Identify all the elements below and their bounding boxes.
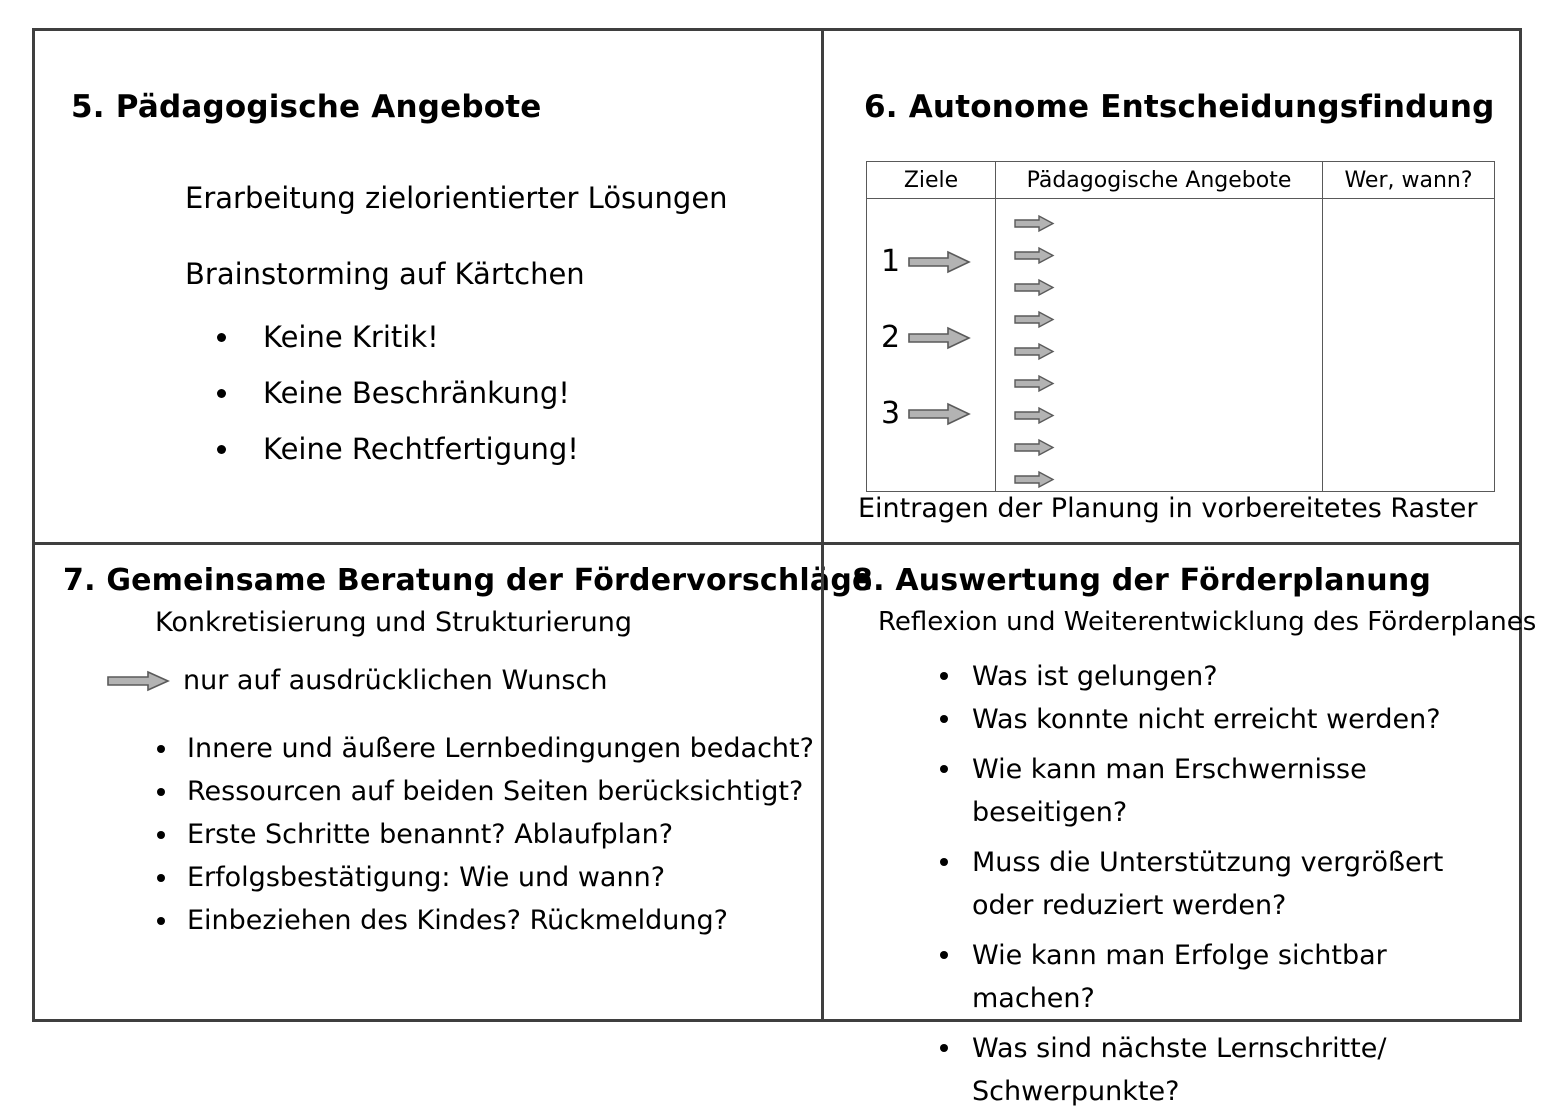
panel8-subtitle: Reflexion und Weiterentwicklung des Förderplanes: [878, 607, 1537, 637]
block-arrow-icon: [1014, 439, 1054, 460]
panel-auswertung-foerderplanung: [821, 542, 1537, 1107]
panel7-bullet-list: [143, 727, 814, 942]
goal-entry: [881, 396, 970, 431]
block-arrow-icon: [1014, 279, 1054, 300]
panel-autonome-entscheidungsfindung: [821, 31, 1519, 542]
bullet-point-icon: [940, 765, 948, 773]
list-item: [143, 813, 814, 856]
panel5-bullet-list: [185, 309, 579, 477]
goal-entry: [881, 244, 970, 279]
list-item: [924, 841, 1504, 927]
bullet-point-icon: [157, 831, 165, 839]
block-arrow-icon: [1014, 375, 1054, 396]
table-header-row: [867, 162, 1495, 199]
panel5-heading: 5. Pädagogische Angebote: [71, 89, 542, 125]
bullet-point-icon: [217, 445, 226, 454]
bullet-point-icon: [940, 672, 948, 680]
list-item: [185, 309, 579, 365]
planning-grid-table: [866, 161, 1495, 492]
block-arrow-icon: [1014, 247, 1054, 268]
panel8-heading: 8. Auswertung der Förderplanung: [852, 563, 1432, 598]
panel6-heading: 6. Autonome Entscheidungsfindung: [864, 89, 1495, 125]
goal-number: 1: [881, 244, 901, 279]
panel5-line-2: Brainstorming auf Kärtchen: [185, 257, 585, 291]
cell-wer-wann[interactable]: [1323, 199, 1495, 492]
table-body-row: [867, 199, 1495, 492]
list-item-label: Was ist gelungen?: [972, 661, 1218, 692]
panel8-bullet-list: [924, 655, 1504, 1120]
list-item: [143, 770, 814, 813]
panel-pedagogische-angebote: [35, 31, 821, 542]
list-item: [924, 748, 1504, 834]
slide-frame: [32, 28, 1537, 1107]
list-item-label: Keine Beschränkung!: [263, 376, 570, 410]
list-item-label: Erste Schritte benannt? Ablaufplan?: [187, 819, 674, 850]
list-item: [924, 698, 1504, 741]
panel6-caption: Eintragen der Planung in vorbereitetes Raster: [858, 493, 1478, 524]
bullet-point-icon: [217, 333, 226, 342]
list-item-label: Innere und äußere Lernbedingungen bedacht?: [187, 733, 814, 764]
goal-number: 3: [881, 396, 901, 431]
goal-entry: [881, 320, 970, 355]
list-item: [924, 934, 1504, 1020]
block-arrow-icon: [1014, 311, 1054, 332]
cell-ziele[interactable]: [867, 199, 996, 492]
block-arrow-icon: [908, 250, 970, 274]
block-arrow-icon: [1014, 407, 1054, 428]
list-item: [143, 727, 814, 770]
list-item-label: Wie kann man Erschwernisse beseitigen?: [972, 754, 1367, 828]
bullet-point-icon: [940, 858, 948, 866]
block-arrow-icon: [1014, 215, 1054, 236]
column-header-ziele: Ziele: [867, 162, 996, 199]
bullet-point-icon: [940, 715, 948, 723]
list-item-label: Einbeziehen des Kindes? Rückmeldung?: [187, 905, 728, 936]
bullet-point-icon: [157, 745, 165, 753]
list-item-label: Keine Kritik!: [263, 320, 439, 354]
block-arrow-icon: [1014, 471, 1054, 492]
bullet-point-icon: [157, 874, 165, 882]
list-item-label: Ressourcen auf beiden Seiten berücksichtigt?: [187, 776, 804, 807]
block-arrow-icon: [107, 670, 169, 692]
bullet-point-icon: [157, 917, 165, 925]
list-item-label: Erfolgsbestätigung: Wie und wann?: [187, 862, 666, 893]
bullet-point-icon: [157, 788, 165, 796]
panel5-line-1: Erarbeitung zielorientierter Lösungen: [185, 181, 728, 215]
list-item-label: Wie kann man Erfolge sichtbar machen?: [972, 940, 1387, 1014]
list-item-label: Muss die Unterstützung vergrößert oder reduziert werden?: [972, 847, 1444, 921]
bullet-point-icon: [940, 1044, 948, 1052]
panel7-subtitle: Konkretisierung und Strukturierung: [155, 607, 632, 638]
bullet-point-icon: [940, 951, 948, 959]
list-item-label: Was sind nächste Lernschritte/ Schwerpunkte?: [972, 1033, 1387, 1107]
panel7-note: [107, 665, 607, 696]
list-item: [924, 655, 1504, 698]
panel-gemeinsame-beratung: [35, 542, 873, 1019]
goal-number: 2: [881, 320, 901, 355]
list-item: [185, 365, 579, 421]
panel7-note-label: nur auf ausdrücklichen Wunsch: [183, 665, 608, 696]
list-item: [143, 856, 814, 899]
list-item: [143, 899, 814, 942]
column-header-angebote: Pädagogische Angebote: [996, 162, 1323, 199]
column-header-wer-wann: Wer, wann?: [1323, 162, 1495, 199]
cell-pedagogische-angebote[interactable]: [996, 199, 1323, 492]
list-item: [924, 1027, 1504, 1113]
list-item: [185, 421, 579, 477]
panel7-heading: 7. Gemeinsame Beratung der Fördervorschläge: [63, 563, 873, 598]
block-arrow-icon: [908, 326, 970, 350]
block-arrow-icon: [1014, 343, 1054, 364]
list-item-label: Was konnte nicht erreicht werden?: [972, 704, 1441, 735]
bullet-point-icon: [217, 389, 226, 398]
list-item-label: Keine Rechtfertigung!: [263, 432, 579, 466]
block-arrow-icon: [908, 402, 970, 426]
